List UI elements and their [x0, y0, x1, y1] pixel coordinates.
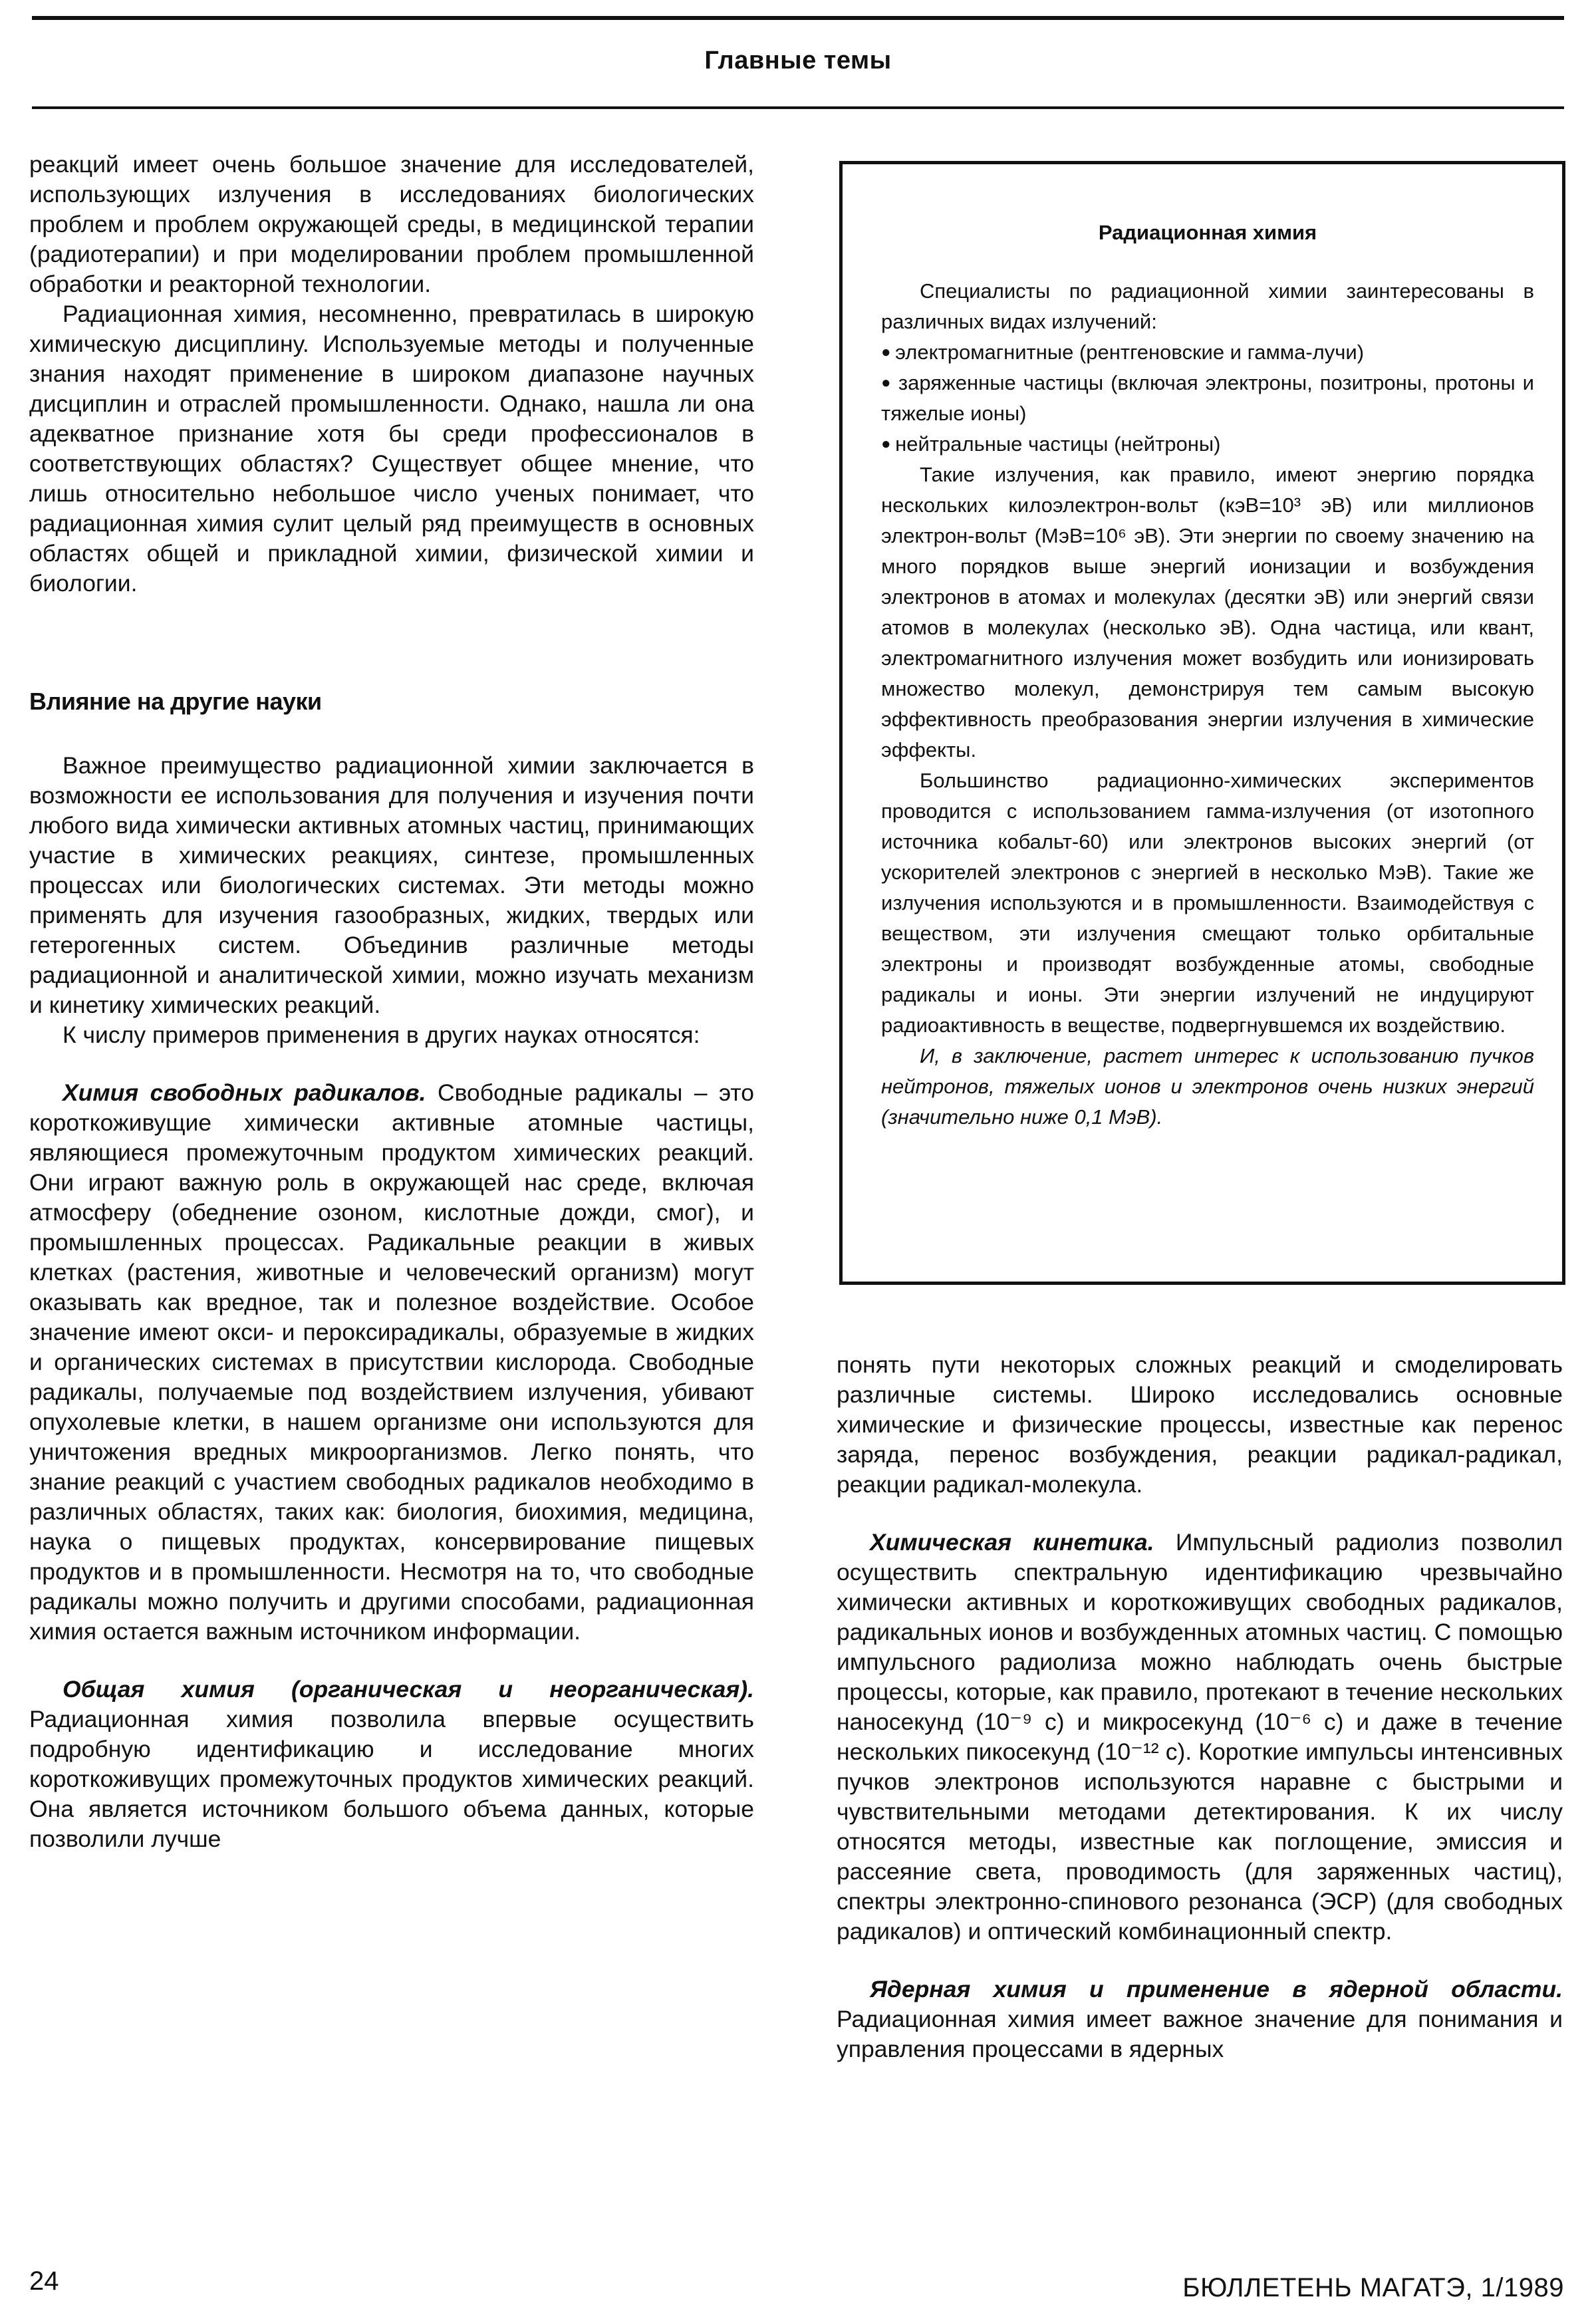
sidebar-box: [839, 161, 1565, 1285]
paragraph-body: Свободные радикалы – это короткоживущие химически активные атомные частицы, являющиеся промежуточным продуктом химических реакций. Они играют важную роль в окружающей нас среде, включая атмосферу (обеднение озоном, кислотные дожди, смог), и промышленных процессах. Радикальные реакции в живых клетках (растения, животные и человеческий организм) могут оказывать как вредное, так и полезное воздействие. Особое значение имеют окси- и пероксирадикалы, образуемые в жидких и органических системах в присутствии кислорода. Свободные радикалы, получаемые под воздействием излучения, убивают опухолевые клетки, в нашем организме они используются для уничтожения вредных микроорганизмов. Легко понять, что знание реакций с участием свободных радикалов необходимо в различных областях, таких как: биология, биохимия, медицина, наука о пищевых продуктах, консервирование пищевых продуктов и в промышленности. Несмотря на то, что свободные радикалы можно получить и другими способами, радиационная химия остается важным источником информации.: [29, 1079, 754, 1645]
header-rule-bottom: [32, 106, 1564, 109]
sidebar-paragraph: Такие излучения, как правило, имеют энергию порядка нескольких килоэлектрон-вольт (кэВ=10³ эВ) или миллионов электрон-вольт (МэВ=10⁶ эВ). Эти энергии по своему значению на много порядков выше энергий ионизации и возбуждения электронов в атомах и молекулах (десятки эВ) или энергий связи атомов в молекулах (несколько эВ). Одна частица, или квант, электромагнитного излучения может возбудить или ионизировать множество молекул, демонстрируя тем самым высокую эффективность преобразования энергии излучения в химические эффекты.: [881, 463, 1534, 761]
section-heading: Влияние на другие науки: [29, 688, 322, 715]
paragraph-free-radicals: [29, 1078, 754, 1647]
paragraph: реакций имеет очень большое значение для исследователей, использующих излучения в исследованиях биологических проблем и проблем окружающей среды, в медицинской терапии (радиотерапии) и при моделировании проблем промышленной обработки и реакторной технологии.: [29, 151, 754, 297]
sidebar-paragraph: Большинство радиационно-химических экспериментов проводится с использованием гамма-излучения (от изотопного источника кобальт-60) или электронов высоких энергий (от ускорителей электронов с энергией в несколько МэВ). Такие же излучения используются и в промышленности. Взаимодействуя с веществом, эти излучения смещают только орбитальные электроны и производят возбужденные атомы, свободные радикалы и ионы. Эти энергии излучений не индуцируют радиоактивность в веществе, подвергнувшемся их воздействию.: [881, 769, 1534, 1037]
right-column: [837, 1350, 1563, 2064]
sidebar-paragraph: И, в заключение, растет интерес к использованию пучков нейтронов, тяжелых ионов и электронов очень низких энергий (значительно ниже 0,1 МэВ).: [881, 1044, 1534, 1129]
paragraph-chemical-kinetics: [837, 1528, 1563, 1947]
page-number: 24: [29, 2266, 59, 2296]
paragraph-nuclear-chemistry: [837, 1975, 1563, 2064]
sidebar-bullet: ● электромагнитные (рентгеновские и гамма-лучи): [881, 337, 1534, 368]
paragraph-body: Радиационная химия позволила впервые осуществить подробную идентификацию и исследование многих короткоживущих промежуточных продуктов химических реакций. Она является источником большого объема данных, которые позволили лучше: [29, 1706, 754, 1852]
header-rule-top: [32, 16, 1564, 20]
sidebar-bullet: ● заряженные частицы (включая электроны, позитроны, протоны и тяжелые ионы): [881, 368, 1534, 429]
paragraph: Радиационная химия, несомненно, превратилась в широкую химическую дисциплину. Используемые методы и полученные знания находят применение в широком диапазоне научных дисциплин и отраслей промышленности. Однако, нашла ли она адекватное признание хотя бы среди профессионалов в соответствующих областях? Существует общее мнение, что лишь относительно небольшое число ученых понимает, что радиационная химия сулит целый ряд преимуществ в основных областях общей и прикладной химии, физической химии и биологии.: [29, 301, 754, 597]
paragraph-body: Импульсный радиолиз позволил осуществить спектральную идентификацию чрезвычайно химически активных и короткоживущих свободных радикалов, радикальных ионов и возбужденных атомных частиц. С помощью импульсного радиолиза можно наблюдать очень быстрые процессы, которые, как правило, протекают в течение нескольких наносекунд (10⁻⁹ с) и микросекунд (10⁻⁶ с) и даже в течение нескольких пикосекунд (10⁻¹² с). Короткие импульсы интенсивных пучков электронов используются наравне с быстрыми и чувствительными методами детектирования. К их числу относятся методы, известные как поглощение, эмиссия и рассеяние света, проводимость (для заряженных частиц), спектры электронно-спинового резонанса (ЭСР) (для свободных радикалов) и оптический комбинационный спектр.: [837, 1529, 1563, 1945]
paragraph-body: Радиационная химия имеет важное значение для понимания и управления процессами в ядерных: [837, 2006, 1563, 2062]
paragraph-general-chemistry: [29, 1675, 754, 1854]
sidebar-intro: Специалисты по радиационной химии заинтересованы в различных видах излучений:: [881, 279, 1534, 333]
journal-footer: БЮЛЛЕТЕНЬ МАГАТЭ, 1/1989: [1182, 2273, 1564, 2302]
paragraph-lead-in: Общая химия (органическая и неорганическая).: [63, 1676, 754, 1703]
left-column: [29, 150, 754, 1854]
sidebar-bullet: ● нейтральные частицы (нейтроны): [881, 429, 1534, 460]
sidebar-title: Радиационная химия: [1098, 221, 1317, 244]
paragraph: К числу примеров применения в других науках относятся:: [63, 1022, 700, 1048]
paragraph: Важное преимущество радиационной химии заключается в возможности ее использования для получения и изучения почти любого вида химически активных атомных частиц, принимающих участие в химических реакциях, синтезе, промышленных процессах или биологических системах. Эти методы можно применять для изучения газообразных, жидких, твердых или гетерогенных систем. Объединив различные методы радиационной и аналитической химии, можно изучать механизм и кинетику химических реакций.: [29, 752, 754, 1018]
paragraph-lead-in: Химия свободных радикалов.: [63, 1079, 426, 1106]
paragraph-lead-in: Ядерная химия и применение в ядерной области.: [870, 1976, 1563, 2002]
running-header: Главные темы: [704, 47, 892, 74]
paragraph: понять пути некоторых сложных реакций и смоделировать различные системы. Широко исследовались основные химические и физические процессы, известные как перенос заряда, перенос возбуждения, реакции радикал-радикал, реакции радикал-молекула.: [837, 1351, 1563, 1498]
paragraph-lead-in: Химическая кинетика.: [870, 1529, 1154, 1556]
